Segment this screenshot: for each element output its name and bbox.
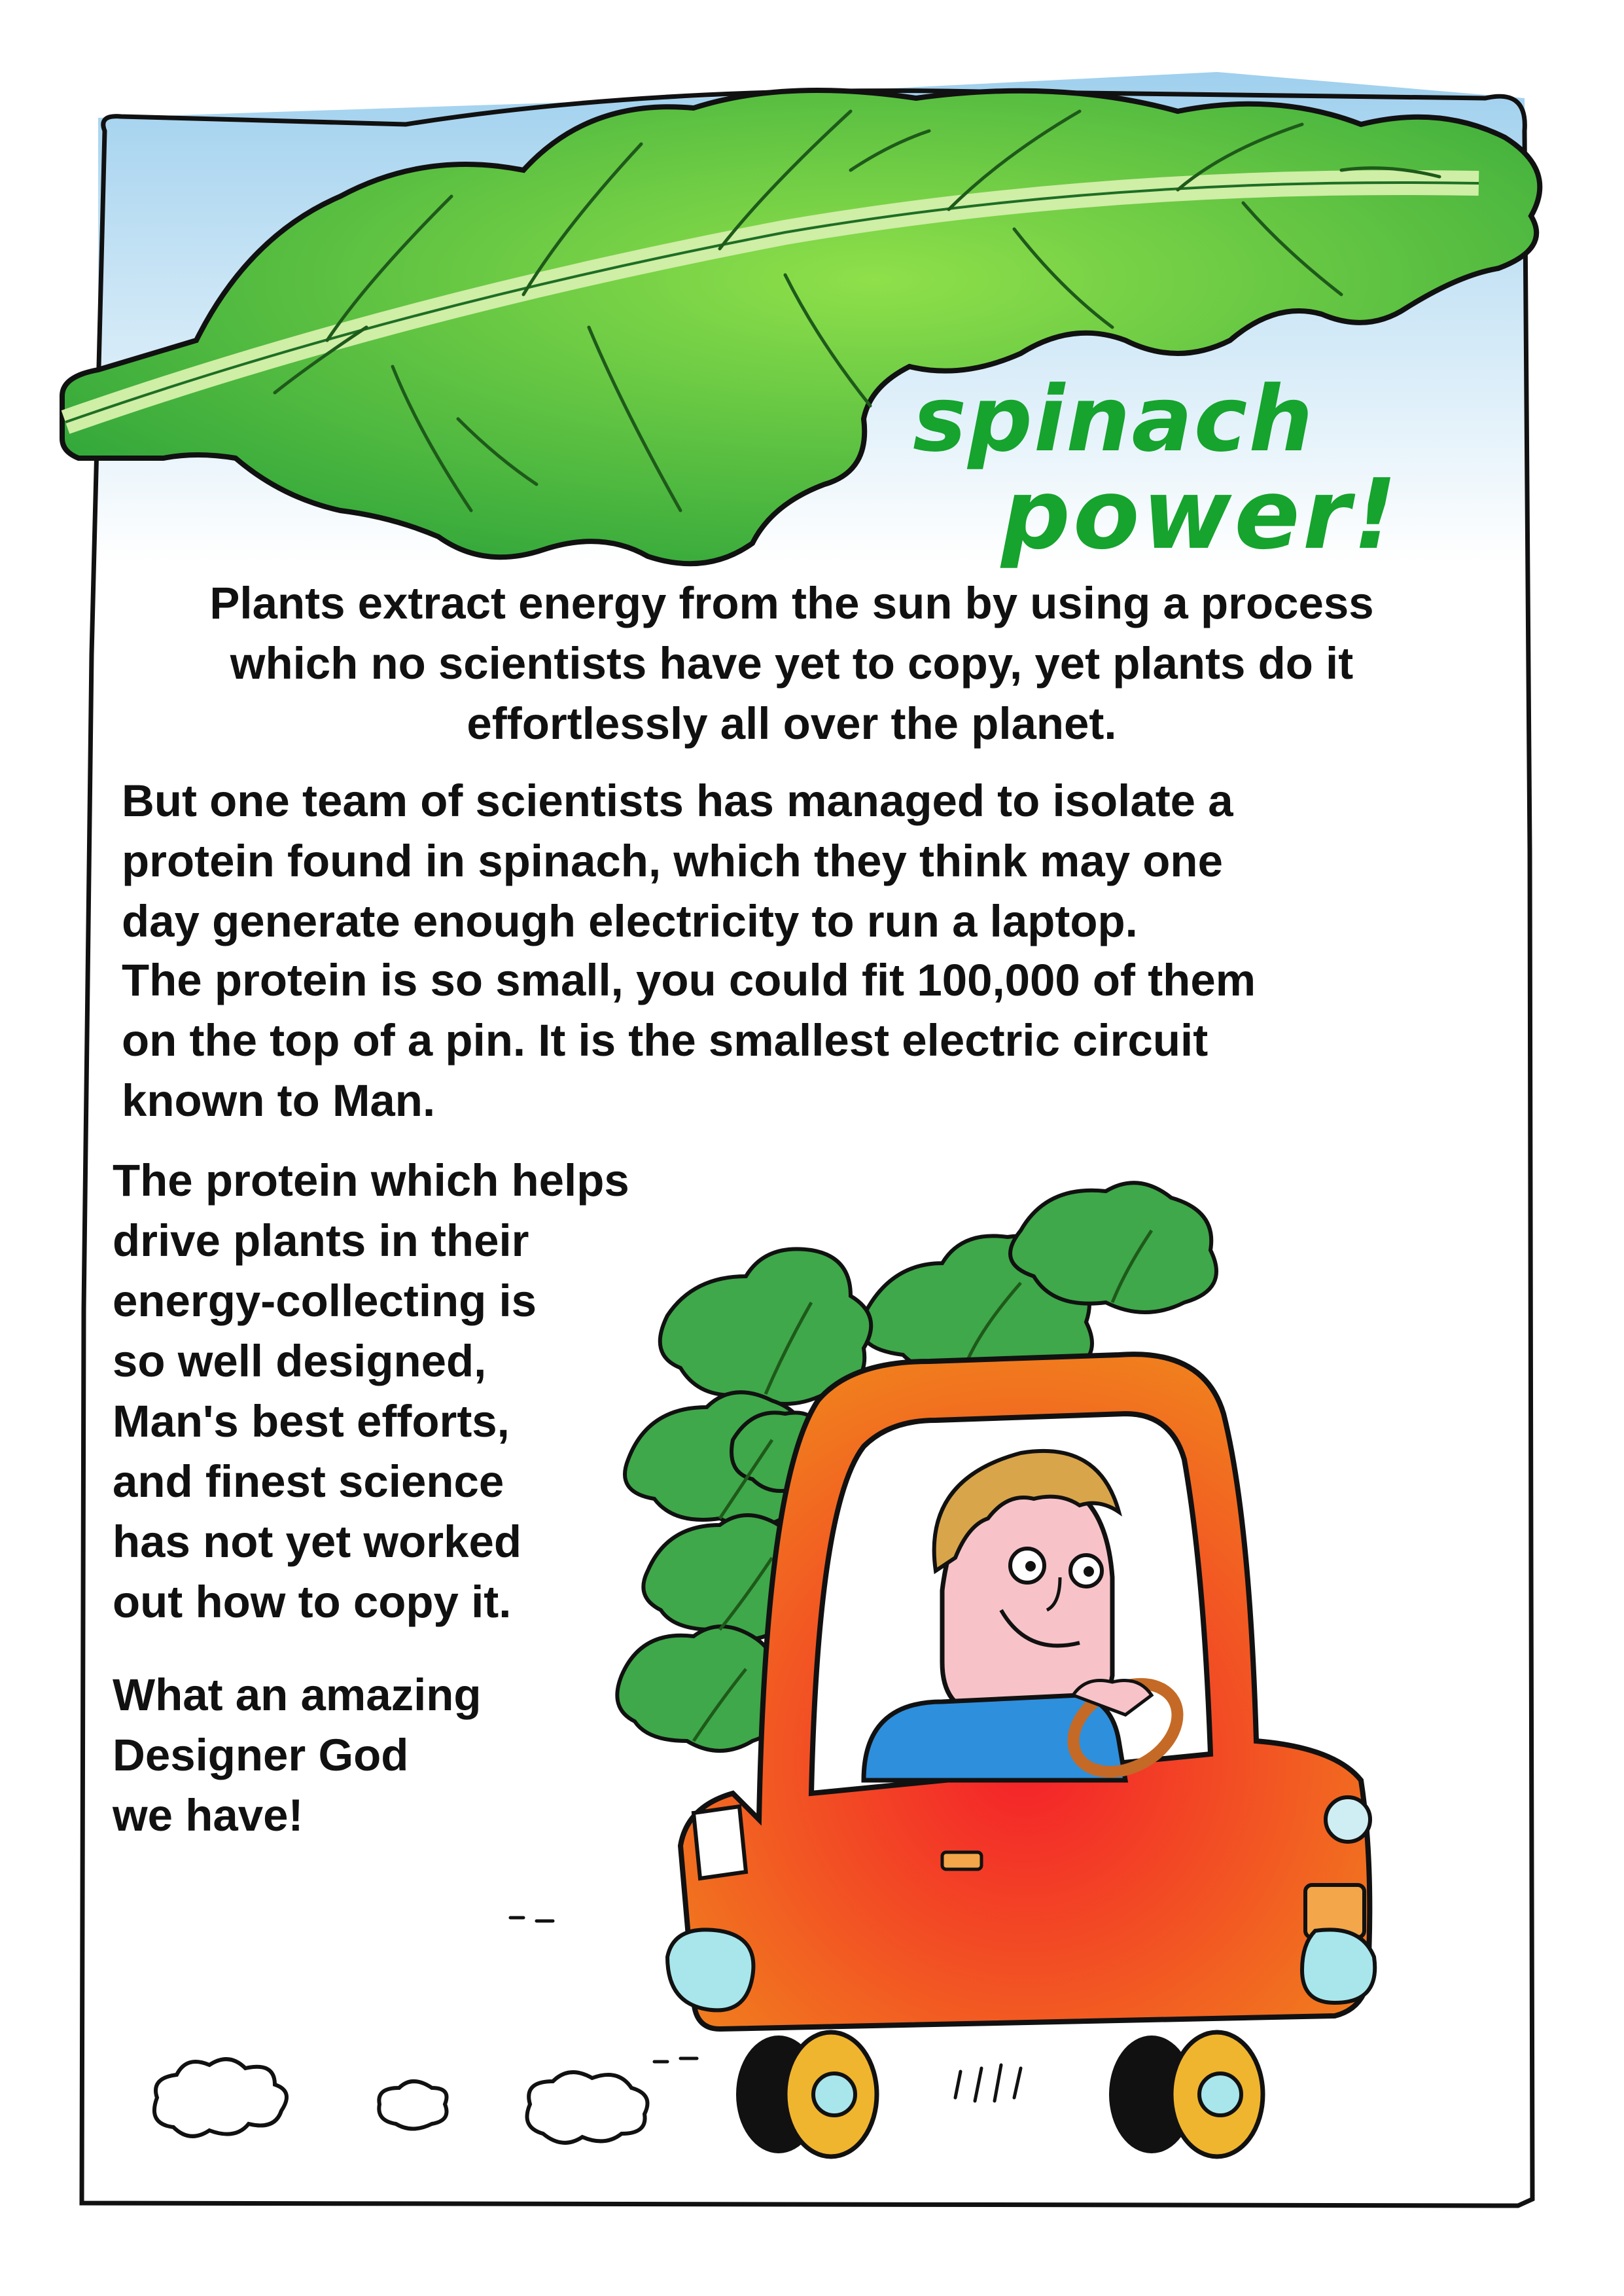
cloud-icon	[527, 2072, 648, 2143]
paragraph-energy-from-sun	[98, 573, 1485, 754]
text-line: known to Man.	[122, 1075, 436, 1126]
text-line: Designer God	[113, 1730, 409, 1780]
text-line: Plants extract energy from the sun by using a process	[209, 578, 1374, 628]
text-line: The protein which helps	[113, 1155, 629, 1206]
bumper	[1302, 1929, 1375, 2003]
text-line: energy-collecting is	[113, 1276, 537, 1326]
text-line: we have!	[113, 1790, 304, 1840]
text-line: which no scientists have yet to copy, yet plants do it	[230, 638, 1354, 689]
text-line: so well designed,	[113, 1336, 487, 1386]
text-line: Man's best efforts,	[113, 1396, 510, 1446]
cloud-icon	[154, 2059, 287, 2136]
text-line: out how to copy it.	[113, 1577, 512, 1627]
text-line: What an amazing	[113, 1670, 482, 1720]
paragraph-spinach-protein	[122, 771, 1233, 952]
front-light	[694, 1806, 746, 1878]
text-line: and finest science	[113, 1456, 504, 1507]
text-line: But one team of scientists has managed to isolate a	[122, 776, 1233, 826]
text-line: on the top of a pin. It is the smallest electric circuit	[122, 1015, 1209, 1066]
text-line: has not yet worked	[113, 1516, 521, 1567]
paragraph-well-designed	[113, 1151, 629, 1632]
text-line: day generate enough electricity to run a laptop.	[122, 896, 1138, 946]
paragraph-protein-size	[122, 950, 1256, 1131]
text-line: drive plants in their	[113, 1215, 529, 1266]
wheel-icon	[736, 2032, 877, 2157]
paragraph-designer-god	[113, 1665, 482, 1846]
page-title-line-1: spinach	[913, 367, 1315, 472]
text-line: protein found in spinach, which they think may one	[122, 836, 1223, 886]
door-handle	[942, 1852, 981, 1869]
cloud-icon	[379, 2081, 446, 2129]
page-title-line-2: power!	[1001, 458, 1400, 571]
text-line: The protein is so small, you could fit 100,000 of them	[122, 955, 1256, 1005]
headlight	[1326, 1797, 1370, 1842]
text-line: effortlessly all over the planet.	[467, 698, 1117, 749]
wheel-icon	[1109, 2032, 1263, 2157]
bumper	[667, 1929, 753, 2010]
